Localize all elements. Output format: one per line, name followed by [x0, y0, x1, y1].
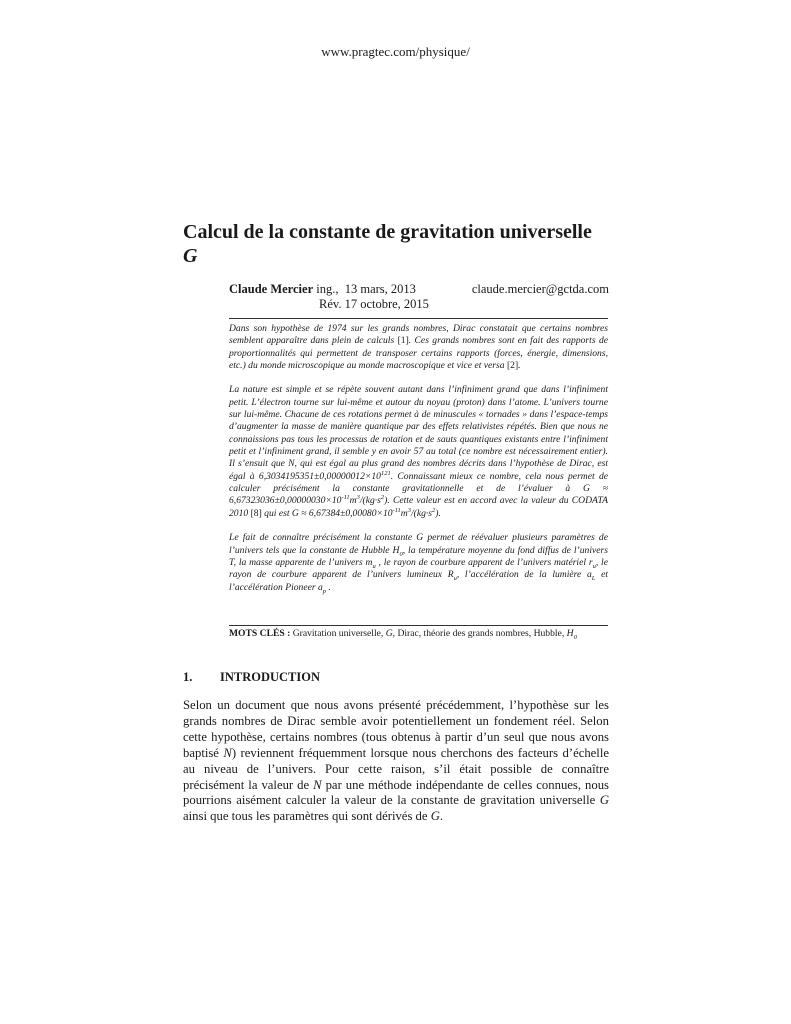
- exponent: 3: [356, 494, 360, 502]
- section-heading: [183, 670, 320, 685]
- subscript: p: [322, 587, 327, 595]
- math-symbol: N: [313, 777, 322, 792]
- abstract-paragraph-1: [229, 323, 608, 372]
- subscript: 0: [573, 633, 577, 641]
- abstract-paragraph-3: [229, 532, 608, 594]
- abstract: [229, 323, 608, 606]
- abstract-p3-text: , le rayon de courbure apparent de l’univers matériel r: [375, 556, 593, 568]
- exponent: 3: [407, 506, 411, 514]
- citation-ref[interactable]: [1]: [397, 335, 409, 347]
- title-text: Calcul de la constante de gravitation universelle: [183, 221, 592, 243]
- author-info: [229, 282, 416, 297]
- math-symbol: G: [430, 809, 440, 824]
- keyword-symbol: H: [566, 628, 574, 639]
- author-email[interactable]: claude.mercier@gctda.com: [471, 282, 609, 296]
- body-text: .: [439, 809, 444, 824]
- keywords: [229, 628, 619, 644]
- body-text: par une méthode indépendante de celles connues, nous pourrions aisément calculer la valeur de la constante de gravitation universelle: [183, 777, 609, 808]
- abstract-p1-text: Dans son hypothèse de 1974 sur les grands nombres, Dirac constatait que certains nombres semblent apparaître dans plein de calculs: [229, 323, 608, 347]
- body-text: Selon un document que nous avons présenté précédemment, l’hypothèse sur les grands nombres de Dirac semble avoir potentiellement un fondement réel. Selon cette hypothèse, certains nombres (tous obtenus à partir d’un seul que nous avons baptisé: [183, 698, 609, 760]
- abstract-p3-text: et l’accélération Pioneer a: [229, 569, 609, 593]
- abstract-p1-text2: . Ces grands nombres sont en fait des rapports de proportionnalités qui permettent de transposer certains rapports (forces, énergie, dimensions, etc.) du monde microscopique au monde macroscopique et vice et versa: [229, 335, 608, 372]
- keyword-symbol: G: [385, 628, 393, 639]
- math-symbol: G: [599, 793, 609, 808]
- abstract-p3-text: , l’accélération de la lumière a: [456, 569, 592, 581]
- abstract-p2-mid5: qui est G ≈ 6,67384±0,00080×10: [261, 507, 393, 519]
- subscript: u: [372, 562, 376, 570]
- exponent: -11: [341, 494, 350, 502]
- subscript: u: [453, 575, 457, 583]
- exponent: -11: [392, 506, 401, 514]
- subscript: 0: [399, 550, 403, 558]
- abstract-p3-text: , le rayon de courbure apparent de l’univers lumineux R: [229, 556, 608, 581]
- abstract-p2-mid4: ). Cette valeur est en accord avec la valeur du CODATA 2010: [229, 495, 608, 519]
- unit-text: /(kg·s: [359, 495, 381, 507]
- page-header-url[interactable]: www.pragtec.com/physique/: [321, 44, 470, 59]
- abstract-p3-text: Le fait de connaître précisément la constante G permet de réévaluer plusieurs paramètres de l’univers tels que la constante de Hubble H: [229, 532, 608, 556]
- abstract-p3-text: .: [326, 581, 331, 593]
- author-line: [229, 282, 609, 297]
- publication-date: 13 mars, 2013: [344, 282, 416, 296]
- revision-date: Rév. 17 octobre, 2015: [319, 297, 429, 311]
- author-name: Claude Mercier: [229, 282, 314, 296]
- body-text: ) reviennent fréquemment lorsque nous cherchons des facteurs d’échelle au niveau de l’univers. Pour cette raison, s’il était possible de connaître précisément la valeur de: [183, 745, 609, 792]
- author-block: [229, 282, 609, 312]
- math-symbol: N: [223, 745, 232, 760]
- author-title: ing.,: [313, 282, 339, 296]
- abstract-p2-end: ).: [435, 507, 441, 519]
- abstract-p2-text: La nature est simple et se répète souvent autant dans l’infiniment grand que dans l’infiniment petit. L’électron tourne sur lui-même et autour du noyau (proton) dans l’atome. L’univers tourne sur lui-même. Chacune de ces rotations permet à de minuscules « tornades » dans l’espace-temps d’augmenter la masse de manière quantique par des effets relativistes répétés. Bien que nous ne connaissions pas tous les processus de rotation et de sauts quantiques existants entre l’infiniment petit et l’infiniment grand, il semble y en avoir 57 au total (ce nombre est nécessairement entier). Il s’ensuit que N, qui est égal au plus grand des nombres décrits dans l’hypothèse de Dirac, est égal à 6,3034195351±0,00000012×10: [229, 384, 608, 482]
- abstract-top-rule: [229, 318, 608, 319]
- title-symbol: G: [183, 245, 198, 267]
- unit-text: m: [400, 507, 408, 519]
- keywords-label: MOTS CLÉS :: [229, 628, 291, 639]
- citation-ref[interactable]: [8]: [250, 507, 262, 519]
- body-text: ainsi que tous les paramètres qui sont dérivés de: [183, 809, 431, 824]
- abstract-bottom-rule: [229, 625, 608, 626]
- paper-title: [183, 220, 603, 268]
- intro-paragraph: [183, 698, 609, 825]
- citation-ref[interactable]: [2]: [506, 360, 519, 372]
- abstract-p2-mid: . Connaissant mieux ce nombre, cela nous permet de calculer précisément la constante gravitationnelle et de l’évaluer à G ≈ 6,67323036±0,00000030×10: [229, 470, 608, 507]
- keywords-text: , Dirac, théorie des grands nombres, Hubble,: [392, 628, 567, 639]
- keywords-text: Gravitation universelle,: [290, 628, 386, 639]
- subscript: u: [592, 562, 596, 570]
- unit-text: m: [349, 495, 357, 507]
- exponent: 2: [380, 494, 385, 502]
- section-number: 1.: [183, 670, 193, 684]
- exponent: 2: [432, 506, 436, 514]
- abstract-p1-end: .: [518, 360, 521, 372]
- abstract-paragraph-2: [229, 384, 608, 520]
- exponent: 121: [380, 469, 391, 477]
- subscript: L: [591, 575, 596, 583]
- abstract-p3-text: , la température moyenne du fond diffus de l’univers T, la masse apparente de l’univers m: [229, 544, 608, 568]
- unit-text: /(kg·s: [410, 507, 433, 519]
- section-title: INTRODUCTION: [220, 670, 321, 684]
